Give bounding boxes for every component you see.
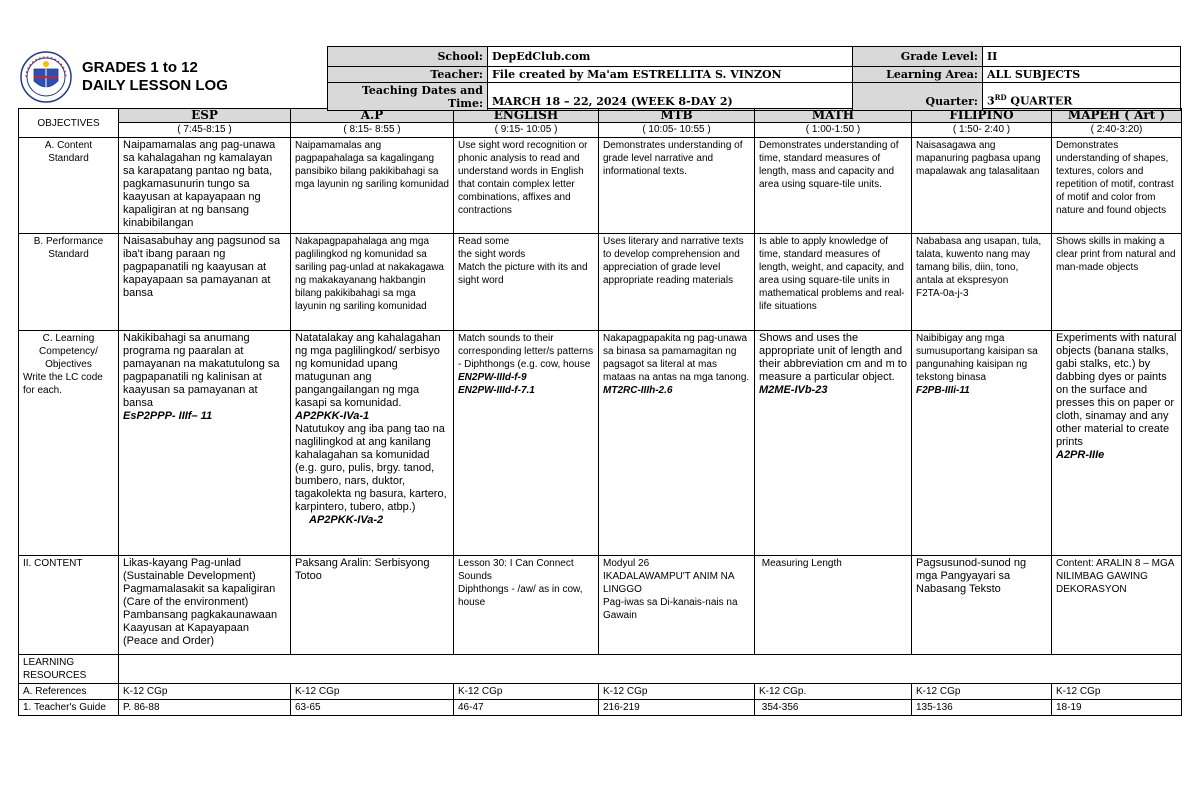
lc-code: AP2PKK-IVa-2	[309, 514, 384, 526]
lc-code: M2ME-IVb-23	[759, 384, 828, 396]
competency-text: Experiments with natural objects (banana stalks, gabi stalks, etc.) by dabbing dyes or paints on the surface and presses this on paper or cloth, sinamay and any other material to create prints	[1056, 332, 1177, 448]
content-standard-row	[19, 138, 1182, 234]
teachers-guide-ap: 63-65	[291, 700, 454, 716]
label-line: A. Content	[44, 140, 93, 151]
performance-standard-mtb: Uses literary and narrative texts to develop comprehension and appreciation of grade level appropriate reading materials	[599, 234, 755, 331]
label-line: B. Performance	[33, 236, 104, 247]
school-value: DepEdClub.com	[488, 47, 853, 67]
lc-code: F2PB-IIIi-11	[916, 385, 970, 396]
content-standard-esp: Naipamamalas ang pag-unawa sa kahalagahan ng kamalayan sa karapatang pantao ng bata, pagkamasunurin tungo sa kaayusan at kapayapaan ng kapaligiran at ng bansang kinabibilangan	[119, 138, 291, 234]
dates-label-line-2: Time:	[447, 96, 483, 110]
time-mtb: ( 10:05- 10:55 )	[599, 123, 755, 138]
dates-label-line-1: Teaching Dates and	[361, 83, 483, 97]
learning-resources-blank	[119, 655, 1182, 684]
competency-text: Natutukoy ang iba pang tao na naglilingkod at ang kanilang kahalagahan sa komunidad (e.g. guro, pulis, brgy. tanod, bumbero, nars, duktor, tagakolekta ng basura, kartero, karpintero, tubero, atbp.)	[295, 423, 447, 513]
content-standard-filipino: Naisasagawa ang mapanuring pagbasa upang mapalawak ang talasalitaan	[912, 138, 1052, 234]
teaching-dates-label	[328, 83, 488, 111]
references-label: A. References	[19, 684, 119, 700]
time-math: ( 1:00-1:50 )	[755, 123, 912, 138]
lc-code: MT2RC-IIIh-2.6	[603, 385, 673, 396]
lesson-log-sheet	[18, 46, 1181, 716]
references-mtb: K-12 CGp	[599, 684, 755, 700]
teachers-guide-label: 1. Teacher's Guide	[19, 700, 119, 716]
teaching-dates-value: MARCH 18 – 22, 2024 (WEEK 8-DAY 2)	[488, 83, 853, 111]
subject-math: MATH	[755, 109, 912, 123]
grade-level-value: II	[983, 47, 1181, 67]
content-english: Lesson 30: I Can Connect Sounds Diphthongs - /aw/ as in cow, house	[454, 556, 599, 655]
lc-code: EsP2PPP- IIIf– 11	[123, 410, 213, 422]
teachers-guide-row	[19, 700, 1182, 716]
content-filipino: Pagsusunod-sunod ng mga Pangyayari sa Nabasang Teksto	[912, 556, 1052, 655]
content-standard-ap: Naipamamalas ang pagpapahalaga sa kagalingang pansibiko bilang pakikibahagi sa mga layunin ng sariling komunidad	[291, 138, 454, 234]
time-esp: ( 7:45-8:15 )	[119, 123, 291, 138]
competency-filipino	[912, 331, 1052, 556]
label-line: Standard	[48, 153, 89, 164]
performance-standard-mapeh: Shows skills in making a clear print from natural and man-made objects	[1052, 234, 1182, 331]
references-english: K-12 CGp	[454, 684, 599, 700]
content-math: Measuring Length	[755, 556, 912, 655]
learning-competency-row	[19, 331, 1182, 556]
teacher-value: File created by Ma'am ESTRELLITA S. VINZON	[488, 67, 853, 83]
content-row	[19, 556, 1182, 655]
references-math: K-12 CGp.	[755, 684, 912, 700]
references-row	[19, 684, 1182, 700]
grade-level-label: Grade Level:	[853, 47, 983, 67]
teachers-guide-math: 354-356	[755, 700, 912, 716]
time-english: ( 9:15- 10:05 )	[454, 123, 599, 138]
competency-mapeh	[1052, 331, 1182, 556]
lc-code: A2PR-IIIe	[1056, 449, 1105, 461]
info-table	[327, 46, 1181, 111]
references-filipino: K-12 CGp	[912, 684, 1052, 700]
header	[18, 46, 1181, 108]
subject-mtb: MTB	[599, 109, 755, 123]
content-mtb: Modyul 26 IKADALAWAMPU'T ANIM NA LINGGO Pag-iwas sa Di-kanais-nais na Gawain	[599, 556, 755, 655]
document-title	[82, 59, 228, 95]
label-line: RESOURCES	[23, 670, 87, 681]
performance-standard-math: Is able to apply knowledge of time, standard measures of length, weight, and capacity, and area using square-tile units in mathematical problems and real-life situations	[755, 234, 912, 331]
competency-text: Naibibigay ang mga sumusuportang kaisipan sa pangunahing kaisipan ng tekstong binasa	[916, 333, 1038, 383]
competency-text: Nakapagpapakita ng pag-unawa sa binasa sa pamamagitan ng pagsagot sa literal at mas mataas na antas na mga tanong.	[603, 333, 750, 383]
performance-standard-english: Read some the sight words Match the picture with its and sight word	[454, 234, 599, 331]
subject-mapeh: MAPEH ( Art )	[1052, 109, 1182, 123]
competency-esp	[119, 331, 291, 556]
content-label: II. CONTENT	[19, 556, 119, 655]
subject-ap: A.P	[291, 109, 454, 123]
competency-text: Shows and uses the appropriate unit of length and their abbreviation cm and m to measure a particular object.	[759, 332, 907, 383]
title-line-1: GRADES 1 to 12	[82, 59, 198, 76]
lc-code: AP2PKK-IVa-1	[295, 410, 370, 422]
label-line: C. Learning	[42, 333, 95, 344]
school-label: School:	[328, 47, 488, 67]
teacher-label: Teacher:	[328, 67, 488, 83]
time-mapeh: ( 2:40-3:20)	[1052, 123, 1182, 138]
learning-competency-label	[19, 331, 119, 556]
subject-filipino: FILIPINO	[912, 109, 1052, 123]
content-standard-math: Demonstrates understanding of time, standard measures of length, mass and capacity and area using square-tile units.	[755, 138, 912, 234]
content-standard-english: Use sight word recognition or phonic analysis to read and understand words in English that contain complex letter combinations, affixes and contractions	[454, 138, 599, 234]
label-line: LEARNING	[23, 657, 75, 668]
competency-math	[755, 331, 912, 556]
time-filipino: ( 1:50- 2:40 )	[912, 123, 1052, 138]
teachers-guide-english: 46-47	[454, 700, 599, 716]
brand-block	[18, 46, 327, 108]
learning-resources-row	[19, 655, 1182, 684]
competency-text: Natatalakay ang kahalagahan ng mga paglilingkod/ serbisyo ng komunidad upang matugunan ang pangangailangan ng mga kasapi sa komunidad.	[295, 332, 441, 409]
performance-standard-row	[19, 234, 1182, 331]
performance-standard-filipino: Nababasa ang usapan, tula, talata, kuwento nang may tamang bilis, diin, tono, antala at ekspresyon F2TA-0a-j-3	[912, 234, 1052, 331]
subject-esp: ESP	[119, 109, 291, 123]
title-line-2: DAILY LESSON LOG	[82, 77, 228, 94]
content-standard-mapeh: Demonstrates understanding of shapes, textures, colors and repetition of motif, contrast of motif and color from nature and found objects	[1052, 138, 1182, 234]
label-line: Competency/	[39, 346, 98, 357]
learning-area-value: ALL SUBJECTS	[983, 67, 1181, 83]
subject-english: ENGLISH	[454, 109, 599, 123]
label-line: Standard	[48, 249, 89, 260]
competency-text: Nakikibahagi sa anumang programa ng paaralan at pamayanan na makatutulong sa pagpapanatili ng kalinisan at kaayusan sa pamayanan at bansa	[123, 332, 280, 409]
competency-text: Match sounds to their corresponding letter/s patterns - Diphthongs (e.g. cow, house	[458, 333, 594, 370]
lc-code-note: Write the LC code for each.	[23, 372, 103, 396]
performance-standard-esp: Naisasabuhay ang pagsunod sa iba't ibang paraan ng pagpapanatili ng kaayusan at kapayapaan sa pamayanan at bansa	[119, 234, 291, 331]
learning-area-label: Learning Area:	[853, 67, 983, 83]
references-esp: K-12 CGp	[119, 684, 291, 700]
lc-code: EN2PW-IIId-f-7.1	[458, 385, 535, 396]
time-ap: ( 8:15- 8:55 )	[291, 123, 454, 138]
teachers-guide-mapeh: 18-19	[1052, 700, 1182, 716]
time-row	[19, 123, 1182, 138]
lc-code: EN2PW-IIId-f-9	[458, 372, 527, 383]
deped-seal-icon	[20, 51, 72, 103]
content-esp: Likas-kayang Pag-unlad (Sustainable Development) Pagmamalasakit sa kapaligiran (Care of the environment) Pambansang pagkakaunawaan Kaayusan at Kapayapaan (Peace and Order)	[119, 556, 291, 655]
teachers-guide-mtb: 216-219	[599, 700, 755, 716]
content-mapeh: Content: ARALIN 8 – MGA NILIMBAG GAWING DEKORASYON	[1052, 556, 1182, 655]
objectives-header: OBJECTIVES	[19, 109, 119, 138]
learning-resources-label	[19, 655, 119, 684]
quarter-value: 3RD QUARTER	[983, 83, 1181, 111]
content-standard-mtb: Demonstrates understanding of grade level narrative and informational texts.	[599, 138, 755, 234]
label-line: Objectives	[45, 359, 92, 370]
competency-ap	[291, 331, 454, 556]
references-mapeh: K-12 CGp	[1052, 684, 1182, 700]
quarter-label: Quarter:	[853, 83, 983, 111]
content-ap: Paksang Aralin: Serbisyong Totoo	[291, 556, 454, 655]
teachers-guide-esp: P. 86-88	[119, 700, 291, 716]
performance-standard-label	[19, 234, 119, 331]
references-ap: K-12 CGp	[291, 684, 454, 700]
competency-english	[454, 331, 599, 556]
content-standard-label	[19, 138, 119, 234]
competency-mtb	[599, 331, 755, 556]
performance-standard-ap: Nakapagpapahalaga ang mga paglilingkod ng komunidad sa sariling pag-unlad at nakakagawa ng makakayanang hakbangin bilang pakikibahagi sa mga layunin ng sariling komunidad	[291, 234, 454, 331]
lesson-grid	[18, 108, 1182, 716]
teachers-guide-filipino: 135-136	[912, 700, 1052, 716]
